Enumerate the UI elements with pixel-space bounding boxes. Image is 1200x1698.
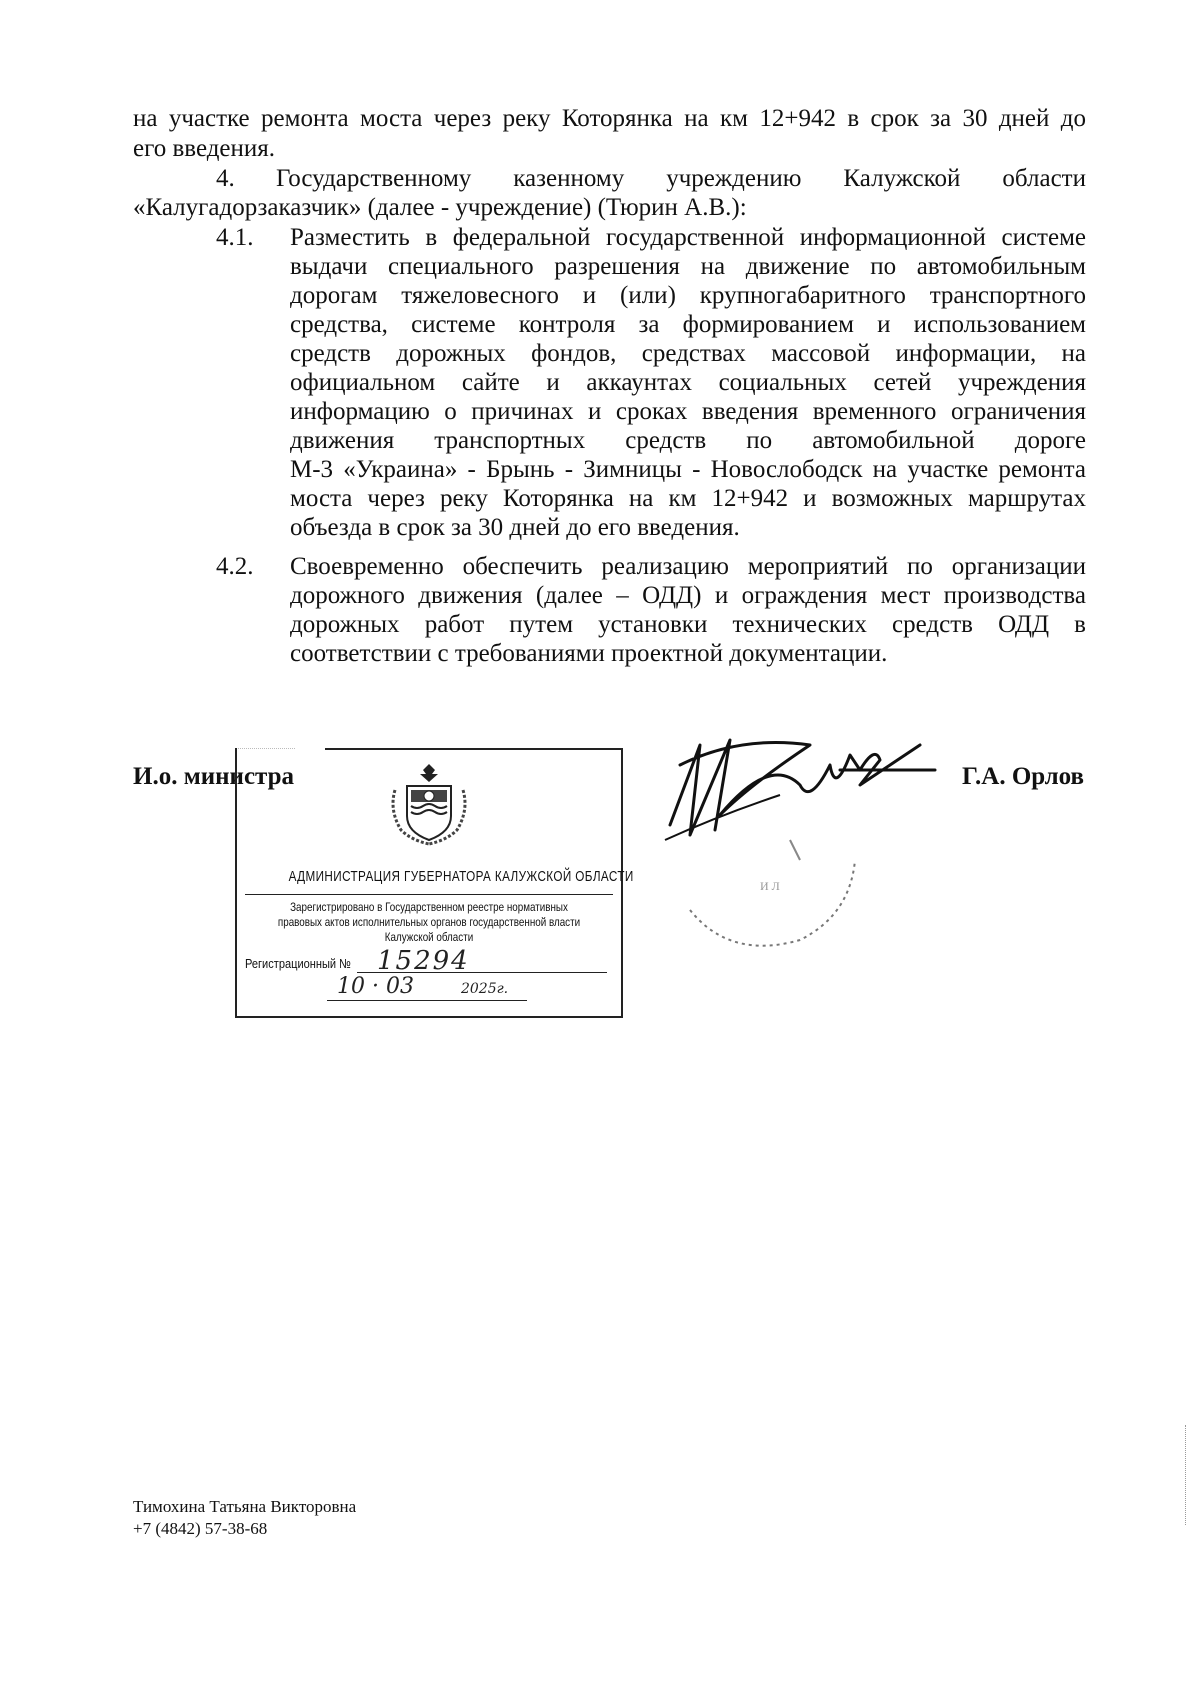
faint-round-seal-icon [670, 820, 870, 960]
item-4-2-line: Своевременно обеспечить реализацию мероприятий по организации [290, 553, 1086, 580]
stamp-reg-number: 15294 [377, 946, 470, 976]
item-4-1-line: Разместить в федеральной государственной информационной системе [290, 224, 1086, 251]
item-4-line2: «Калугадорзаказчик» (далее - учреждение) (Тюрин А.В.): [133, 194, 747, 221]
stamp-registration-text [237, 900, 621, 945]
executor-phone: +7 (4842) 57-38-68 [133, 1519, 268, 1538]
stamp-date-value: 10 · 03 [337, 974, 414, 999]
item-4-line1: Государственному казенному учреждению Калужской области [276, 165, 1086, 192]
item-4-number: 4. [216, 165, 235, 192]
stamp-reg-underline [357, 972, 607, 973]
stamp-date [337, 974, 508, 999]
stamp-title: АДМИНИСТРАЦИЯ ГУБЕРНАТОРА КАЛУЖСКОЙ ОБЛАСТИ [288, 868, 634, 885]
item-4-1-line: средства, системе контроля за формированием и использованием [290, 311, 1086, 338]
item-4-1-line: моста через реку Которянка на км 12+942 и возможных маршрутах [290, 485, 1086, 512]
item-4-2-text [290, 552, 1086, 668]
stamp-date-underline [327, 1000, 527, 1001]
executor-contact [133, 1496, 356, 1540]
item-4-2-number: 4.2. [216, 553, 254, 580]
stamp-text-line: правовых актов исполнительных органов государственной власти [277, 915, 581, 929]
item-4-1-line: объезда в срок за 30 дней до его введения. [290, 514, 740, 541]
item-4-1-text [290, 223, 1086, 542]
svg-text:И Л: И Л [760, 879, 780, 893]
item-4-1-line: официальном сайте и аккаунтах социальных сетей учреждения [290, 369, 1086, 396]
item-4-1-number: 4.1. [216, 224, 254, 251]
item-4-1-line: дорогам тяжеловесного и (или) крупногабаритного транспортного [290, 282, 1086, 309]
executor-name: Тимохина Татьяна Викторовна [133, 1497, 357, 1516]
kaluga-coat-of-arms-icon [385, 760, 473, 848]
item-4-1-line: движения транспортных средств по автомобильной дороге [290, 427, 1086, 454]
item-4-1-line: средств дорожных фондов, средствах массовой информации, на [290, 340, 1086, 367]
stamp-divider [245, 894, 613, 895]
stamp-text-line: Зарегистрировано в Государственном реестре нормативных [290, 900, 568, 914]
paragraph-continuation-line1: на участке ремонта моста через реку Которянка на км 12+942 в срок за 30 дней до [133, 105, 1086, 132]
signatory-position: И.о. министра [133, 763, 295, 790]
paragraph-continuation-line2: его введения. [133, 135, 276, 162]
item-4-1-line: М-3 «Украина» - Брынь - Зимницы - Новослободск на участке ремонта [290, 456, 1086, 483]
stamp-text-line: Калужской области [384, 930, 474, 944]
item-4-1-line: информацию о причинах и сроках введения временного ограничения [290, 398, 1086, 425]
signatory-name: Г.А. Орлов [961, 763, 1084, 790]
item-4-2-line: дорожных работ путем установки технических средств ОДД в [290, 611, 1086, 638]
item-4-2-line: соответствии с требованиями проектной документации. [290, 640, 888, 667]
stamp-year: 2025г. [460, 981, 509, 997]
scan-artifact [1185, 1425, 1187, 1525]
item-4-1-line: выдачи специального разрешения на движение по автомобильным [290, 253, 1086, 280]
stamp-reg-label: Регистрационный № [245, 956, 352, 971]
registration-stamp [235, 748, 634, 1018]
item-4-2-line: дорожного движения (далее – ОДД) и ограждения мест производства [290, 582, 1086, 609]
